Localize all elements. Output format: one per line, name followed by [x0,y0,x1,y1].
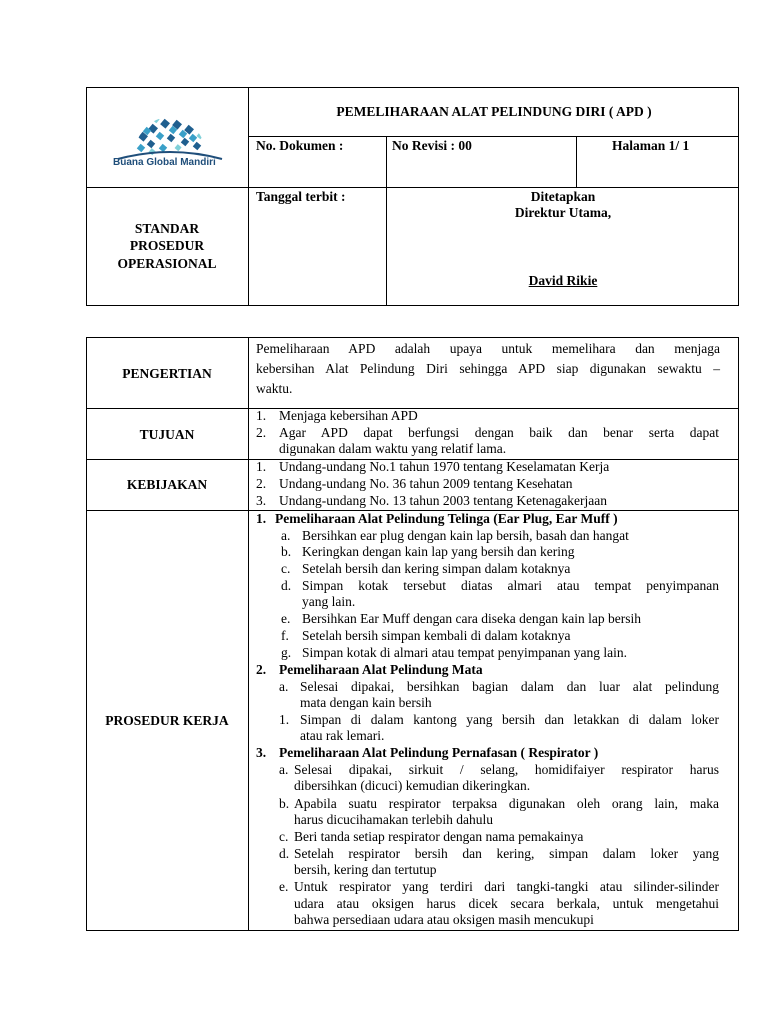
kebijakan-item-1-text: Undang-undang No.1 tahun 1970 tentang Keselamatan Kerja [279,459,610,474]
ditetapkan-label: Ditetapkan [530,189,596,204]
pengertian-line1: Pemeliharaan APD adalah upaya untuk memelihara dan menjaga [256,341,720,356]
s3-d-line1: Setelah respirator bersih dan kering, simpan dalam loker yang [294,846,719,861]
s2-a-line2: mata dengan kain bersih [300,695,432,710]
s3-a-line1: Selesai dipakai, sirkuit / selang, homidifaiyer respirator harus [294,762,719,777]
s2-b-line2: atau rak lemari. [300,728,385,743]
header-row-divider-2 [86,187,739,188]
s1-e-marker: e. [281,611,291,626]
direktur-label: Direktur Utama, [514,205,612,220]
no-dokumen-label: No. Dokumen : [256,138,344,153]
s1-a-marker: a. [281,528,291,543]
globe-logo-icon [110,105,230,160]
s2-a-line1: Selesai dipakai, bersihkan bagian dalam dan luar alat pelindung [300,679,719,694]
s3-e-line1: Untuk respirator yang terdiri dari tangki-tangki atau silinder-silinder [294,879,719,894]
content-col-divider [248,337,249,931]
s1-e-text: Bersihkan Ear Muff dengan cara diseka dengan kain lap bersih [302,611,642,626]
s1-d-line1: Simpan kotak tersebut diatas almari atau tempat penyimpanan [302,578,719,593]
s3-b-line1: Apabila suatu respirator terpaksa digunakan oleh orang lain, maka [294,796,719,811]
tujuan-item-1-num: 1. [256,408,267,423]
s3-title: Pemeliharaan Alat Pelindung Pernafasan ( Respirator ) [279,745,599,760]
no-revisi-label: No Revisi : 00 [392,138,472,153]
kebijakan-item-3-text: Undang-undang No. 13 tahun 2003 tentang Ketenagakerjaan [279,493,608,508]
header-inner-divider-2 [576,136,577,187]
s3-e-marker: e. [279,879,289,894]
document-title: PEMELIHARAAN ALAT PELINDUNG DIRI ( APD ) [336,104,652,119]
s3-num: 3. [256,745,267,760]
s3-d-marker: d. [279,846,290,861]
s3-c-marker: c. [279,829,289,844]
halaman-label: Halaman 1/ 1 [612,138,690,153]
s1-c-text: Setelah bersih dan kering simpan dalam kotaknya [302,561,571,576]
s3-e-line2: udara atau oksigen harus dicek secara berkala, untuk mengetahui [294,896,719,911]
pengertian-line3: waktu. [256,381,293,396]
sop-title-line3: OPERASIONAL [117,256,217,271]
company-logo [110,105,230,177]
kebijakan-item-2-num: 2. [256,476,267,491]
s1-num: 1. [256,511,267,526]
s3-b-line2: harus dicucihamakan terlebih dahulu [294,812,494,827]
sop-title-line2: PROSEDUR [129,238,205,253]
s1-g-text: Simpan kotak di almari atau tempat penyimpanan yang lain. [302,645,628,660]
s3-e-line3: bahwa persediaan udara atau oksigen masih mencukupi [294,912,594,927]
header-row-divider-1 [248,136,739,137]
s2-a-marker: a. [279,679,289,694]
kebijakan-item-2-text: Undang-undang No. 36 tahun 2009 tentang Kesehatan [279,476,573,491]
tujuan-label: TUJUAN [139,427,195,442]
signatory-name-text: David Rikie [528,273,598,288]
s3-a-marker: a. [279,762,289,777]
tujuan-item-2-line1: Agar APD dapat berfungsi dengan baik dan benar serta dapat [279,425,719,440]
s1-b-text: Keringkan dengan kain lap yang bersih dan kering [302,544,575,559]
s1-f-marker: f. [281,628,289,643]
s1-title: Pemeliharaan Alat Pelindung Telinga (Ear Plug, Ear Muff ) [275,511,618,526]
s1-c-marker: c. [281,561,291,576]
s1-g-marker: g. [281,645,292,660]
prosedur-label: PROSEDUR KERJA [105,713,229,728]
s1-f-text: Setelah bersih simpan kembali di dalam kotaknya [302,628,571,643]
s1-b-marker: b. [281,544,292,559]
company-name: Buana Global Mandiri [113,157,216,168]
s2-b-line1: Simpan di dalam kantong yang bersih dan letakkan di dalam loker [300,712,719,727]
tanggal-terbit-label: Tanggal terbit : [256,189,346,204]
s3-a-line2: dibersihkan (dicuci) kemudian dikeringkan. [294,778,531,793]
s2-title: Pemeliharaan Alat Pelindung Mata [279,662,483,677]
tujuan-item-2-num: 2. [256,425,267,440]
sop-title-line1: STANDAR [134,221,200,236]
s3-d-line2: bersih, kering dan tertutup [294,862,437,877]
s1-d-line2: yang lain. [302,594,356,609]
kebijakan-item-1-num: 1. [256,459,267,474]
s2-b-marker: 1. [279,712,290,727]
s3-b-marker: b. [279,796,290,811]
pengertian-line2: kebersihan Alat Pelindung Diri sehingga APD siap digunakan sewaktu – [256,361,720,376]
pengertian-label: PENGERTIAN [122,366,212,381]
tujuan-item-2-line2: digunakan dalam waktu yang relatif lama. [279,441,507,456]
kebijakan-label: KEBIJAKAN [126,477,208,492]
s3-c-text: Beri tanda setiap respirator dengan nama pemakainya [294,829,584,844]
signatory-name [387,273,739,289]
s1-a-text: Bersihkan ear plug dengan kain lap bersih, basah dan hangat [302,528,629,543]
tujuan-item-1-text: Menjaga kebersihan APD [279,408,418,423]
s2-num: 2. [256,662,267,677]
kebijakan-item-3-num: 3. [256,493,267,508]
s1-d-marker: d. [281,578,292,593]
